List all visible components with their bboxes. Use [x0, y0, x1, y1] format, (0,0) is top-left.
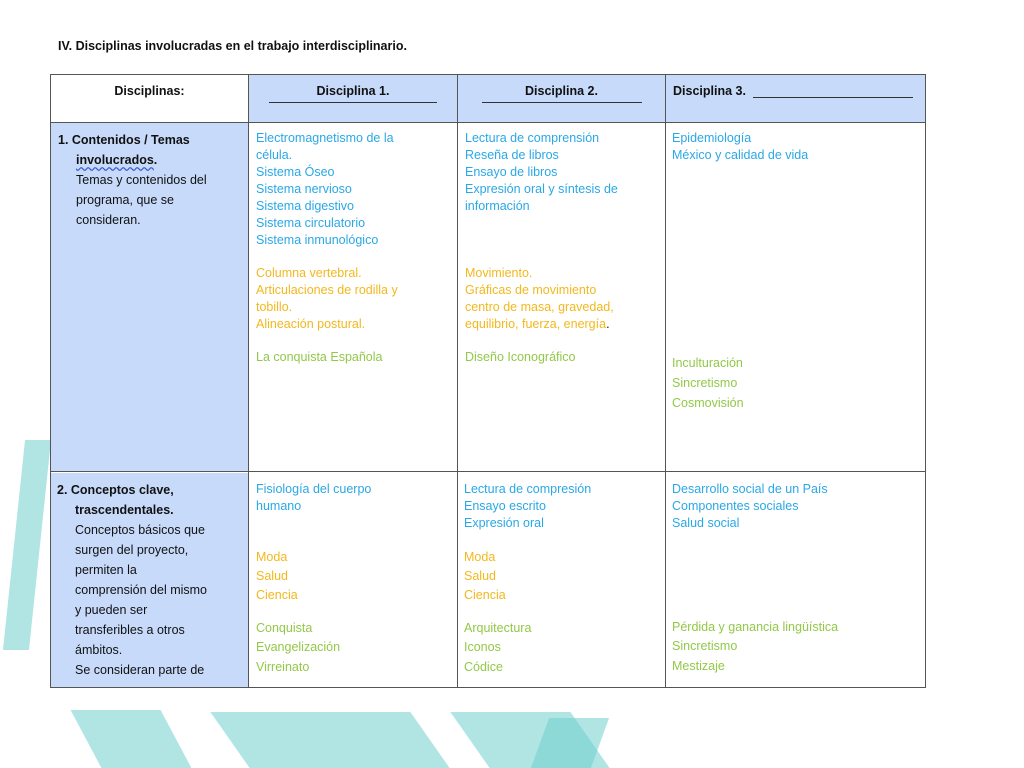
- decorative-teal-stripe: [210, 712, 449, 768]
- row2-desc-line: transferibles a otros: [75, 623, 185, 637]
- row2-desc-line: surgen del proyecto,: [75, 543, 189, 557]
- topic-item: Reseña de libros: [465, 148, 559, 162]
- concept-item: Desarrollo social de un País: [672, 482, 828, 496]
- row2-label: [57, 480, 207, 680]
- topic-item: México y calidad de vida: [672, 148, 809, 162]
- topic-item: Gráficas de movimiento: [465, 283, 597, 297]
- header-disciplina-2-label: Disciplina 2.: [525, 84, 598, 98]
- topic-item: Ensayo de libros: [465, 165, 558, 179]
- topic-item: Sistema nervioso: [256, 182, 352, 196]
- concept-item: Componentes sociales: [672, 499, 799, 513]
- row1-title: 1. Contenidos / Temas: [58, 133, 190, 147]
- concept-item: Conquista: [256, 621, 313, 635]
- concept-item: Expresión oral: [464, 516, 544, 530]
- concept-item: Virreinato: [256, 660, 310, 674]
- topic-item: Movimiento.: [465, 266, 533, 280]
- header-disciplina-2-blank: [482, 102, 642, 103]
- topic-item: información: [465, 199, 530, 213]
- topic-item: Lectura de comprensión: [465, 131, 600, 145]
- row-divider: [51, 471, 925, 472]
- row1-disciplina3-cell: [672, 130, 808, 164]
- concept-item: Moda: [256, 550, 288, 564]
- topic-item: Electromagnetismo de la: [256, 131, 394, 145]
- row1-title-word: involucrados: [76, 153, 154, 167]
- topic-item: Sistema inmunológico: [256, 233, 379, 247]
- header-disciplina-1-blank: [269, 102, 437, 103]
- row1-title-continued: [58, 150, 207, 170]
- concept-item: Salud: [256, 569, 288, 583]
- row2-title: 2. Conceptos clave,: [57, 483, 174, 497]
- concept-item: Iconos: [464, 640, 501, 654]
- disciplines-table: [50, 74, 926, 688]
- topic-item: Sistema digestivo: [256, 199, 354, 213]
- topic-item: célula.: [256, 148, 293, 162]
- concept-item: Sincretismo: [672, 639, 738, 653]
- concept-item: Mestizaje: [672, 659, 725, 673]
- concept-item: Salud: [464, 569, 496, 583]
- concept-item: Lectura de compresión: [464, 482, 592, 496]
- concept-item: Arquitectura: [464, 621, 532, 635]
- row1-desc-line: consideran.: [76, 213, 141, 227]
- row2-desc-line: Conceptos básicos que: [75, 523, 205, 537]
- topic-item: Articulaciones de rodilla y: [256, 283, 398, 297]
- decorative-teal-stripe: [3, 440, 51, 650]
- concept-item: humano: [256, 499, 302, 513]
- concept-item: Ciencia: [464, 588, 506, 602]
- header-disciplina-1-label: Disciplina 1.: [316, 84, 390, 98]
- row1-label: [58, 130, 207, 230]
- section-heading: IV. Disciplinas involucradas en el trabajo interdisciplinario.: [58, 39, 407, 53]
- row-divider: [51, 122, 925, 123]
- row2-desc-line: ámbitos.: [75, 643, 123, 657]
- topic-item: Epidemiología: [672, 131, 752, 145]
- topic-item: centro de masa, gravedad,: [465, 300, 614, 314]
- column-divider: [665, 75, 666, 687]
- header-disciplina-3-blank: [753, 85, 913, 98]
- column-divider: [248, 75, 249, 687]
- topic-item: Diseño Iconográfico: [465, 350, 576, 364]
- topic-item: equilibrio, fuerza, energía: [465, 317, 607, 331]
- row1-desc-line: Temas y contenidos del: [76, 173, 207, 187]
- topic-item: tobillo.: [256, 300, 293, 314]
- row1-disciplina2-cell: [465, 130, 618, 366]
- row2-disciplina3-cell: [672, 481, 828, 532]
- concept-item: Fisiología del cuerpo: [256, 482, 372, 496]
- topic-item-wrap: [465, 316, 618, 333]
- topic-item: Sincretismo: [672, 376, 738, 390]
- row1-disciplina1-cell: [256, 130, 398, 366]
- concept-item: Moda: [464, 550, 496, 564]
- row1-title-period: .: [153, 153, 158, 167]
- header-disciplina-3-label: Disciplina 3.: [673, 84, 746, 98]
- topic-item: Expresión oral y síntesis de: [465, 182, 618, 196]
- header-disciplina-2: [458, 84, 665, 103]
- topic-item-period: .: [606, 317, 610, 331]
- row2-disciplina1-cell: [256, 481, 371, 676]
- column-divider: [457, 75, 458, 687]
- topic-item: Alineación postural.: [256, 317, 366, 331]
- row2-disciplina3-cell-lower: [672, 619, 838, 675]
- concept-item: Ensayo escrito: [464, 499, 546, 513]
- row2-desc-line: permiten la: [75, 563, 137, 577]
- topic-item: Cosmovisión: [672, 396, 744, 410]
- row2-disciplina2-cell: [464, 481, 591, 676]
- topic-item: Sistema Óseo: [256, 165, 335, 179]
- topic-item: Columna vertebral.: [256, 266, 362, 280]
- concept-item: Códice: [464, 660, 503, 674]
- header-disciplinas: Disciplinas:: [114, 84, 185, 98]
- header-disciplina-1: [249, 84, 457, 103]
- topic-item: La conquista Española: [256, 350, 383, 364]
- row1-disciplina3-cell-lower: [672, 353, 744, 413]
- concept-item: Pérdida y ganancia lingüística: [672, 620, 839, 634]
- row2-desc-line: y pueden ser: [75, 603, 148, 617]
- concept-item: Evangelización: [256, 640, 341, 654]
- header-disciplina-3: [673, 84, 913, 98]
- concept-item: Salud social: [672, 516, 740, 530]
- topic-item: Inculturación: [672, 356, 743, 370]
- decorative-teal-stripe: [71, 710, 192, 768]
- row2-desc-line: Se consideran parte de: [75, 663, 205, 677]
- row2-title-continued: trascendentales.: [75, 503, 174, 517]
- topic-item: Sistema circulatorio: [256, 216, 366, 230]
- row2-desc-line: comprensión del mismo: [75, 583, 207, 597]
- row1-desc-line: programa, que se: [76, 193, 174, 207]
- concept-item: Ciencia: [256, 588, 298, 602]
